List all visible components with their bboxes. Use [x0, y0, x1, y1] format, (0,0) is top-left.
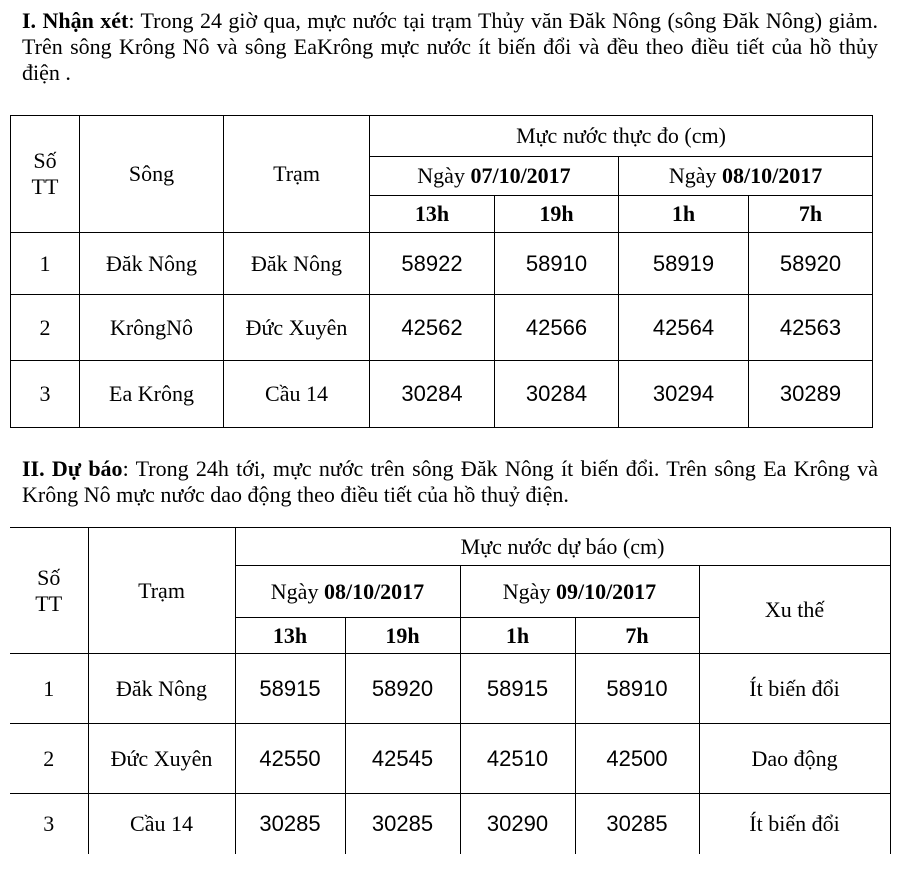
cell-trend: Ít biến đổi	[699, 654, 890, 724]
header-day-2: Ngày 08/10/2017	[619, 157, 873, 196]
section-1-text: : Trong 24 giờ qua, mực nước tại trạm Thủy văn Đăk Nông (sông Đăk Nông) giảm. Trên sông Krông Nô và sông EaKrông mực nước ít biến đổi và đều theo điều tiết của hồ thủy điện .	[22, 8, 878, 85]
header-hour: 1h	[619, 196, 749, 233]
table-row	[10, 794, 890, 854]
cell-tram: Đăk Nông	[224, 233, 370, 295]
header-hour: 7h	[575, 618, 699, 654]
section-2-paragraph	[22, 456, 878, 508]
header-hour: 7h	[749, 196, 873, 233]
cell-value: 42500	[575, 724, 699, 794]
cell-value: 30289	[749, 361, 873, 428]
table-row	[11, 361, 873, 428]
cell-tram: Đức Xuyên	[88, 724, 235, 794]
cell-value: 42550	[235, 724, 345, 794]
cell-value: 30284	[495, 361, 619, 428]
table-row	[10, 724, 890, 794]
cell-value: 30285	[575, 794, 699, 854]
header-day-1: Ngày 08/10/2017	[235, 566, 460, 618]
header-song: Sông	[80, 116, 224, 233]
cell-value: 30285	[235, 794, 345, 854]
cell-value: 30294	[619, 361, 749, 428]
cell-value: 58920	[749, 233, 873, 295]
cell-value: 42563	[749, 295, 873, 361]
forecast-water-level-table	[10, 527, 891, 854]
cell-value: 58910	[575, 654, 699, 724]
section-1-paragraph	[22, 8, 878, 86]
cell-stt: 1	[11, 233, 80, 295]
header-stt: Số TT	[11, 116, 80, 233]
cell-value: 58919	[619, 233, 749, 295]
cell-tram: Đăk Nông	[88, 654, 235, 724]
section-2-label: II. Dự báo	[22, 456, 123, 481]
cell-stt: 3	[11, 361, 80, 428]
cell-tram: Cầu 14	[88, 794, 235, 854]
cell-value: 30285	[345, 794, 460, 854]
header-tram: Trạm	[224, 116, 370, 233]
cell-stt: 3	[10, 794, 88, 854]
table-row	[11, 233, 873, 295]
cell-value: 58910	[495, 233, 619, 295]
header-hour: 1h	[460, 618, 575, 654]
header-observed-group: Mực nước thực đo (cm)	[370, 116, 873, 157]
cell-value: 58922	[370, 233, 495, 295]
table-row	[11, 295, 873, 361]
header-hour: 19h	[345, 618, 460, 654]
cell-song: Ea Krông	[80, 361, 224, 428]
cell-value: 58920	[345, 654, 460, 724]
cell-song: Đăk Nông	[80, 233, 224, 295]
cell-value: 58915	[460, 654, 575, 724]
header-trend: Xu thế	[699, 566, 890, 654]
cell-song: KrôngNô	[80, 295, 224, 361]
cell-value: 42510	[460, 724, 575, 794]
header-day-2: Ngày 09/10/2017	[460, 566, 699, 618]
cell-tram: Đức Xuyên	[224, 295, 370, 361]
cell-stt: 2	[10, 724, 88, 794]
cell-value: 58915	[235, 654, 345, 724]
cell-trend: Ít biến đổi	[699, 794, 890, 854]
cell-trend: Dao động	[699, 724, 890, 794]
cell-tram: Cầu 14	[224, 361, 370, 428]
header-day-1: Ngày 07/10/2017	[370, 157, 619, 196]
header-stt: Số TT	[10, 528, 88, 654]
cell-stt: 1	[10, 654, 88, 724]
header-tram: Trạm	[88, 528, 235, 654]
cell-value: 42562	[370, 295, 495, 361]
header-hour: 19h	[495, 196, 619, 233]
section-2-text: : Trong 24h tới, mực nước trên sông Đăk Nông ít biến đổi. Trên sông Ea Krông và Krông Nô mực nước dao động theo điều tiết của hồ thuỷ điện.	[22, 456, 879, 507]
cell-value: 30284	[370, 361, 495, 428]
header-hour: 13h	[235, 618, 345, 654]
header-hour: 13h	[370, 196, 495, 233]
cell-stt: 2	[11, 295, 80, 361]
cell-value: 30290	[460, 794, 575, 854]
observed-water-level-table	[10, 115, 873, 428]
table-row	[10, 654, 890, 724]
cell-value: 42545	[345, 724, 460, 794]
section-1-label: I. Nhận xét	[22, 8, 129, 33]
cell-value: 42566	[495, 295, 619, 361]
header-forecast-group: Mực nước dự báo (cm)	[235, 528, 890, 566]
cell-value: 42564	[619, 295, 749, 361]
